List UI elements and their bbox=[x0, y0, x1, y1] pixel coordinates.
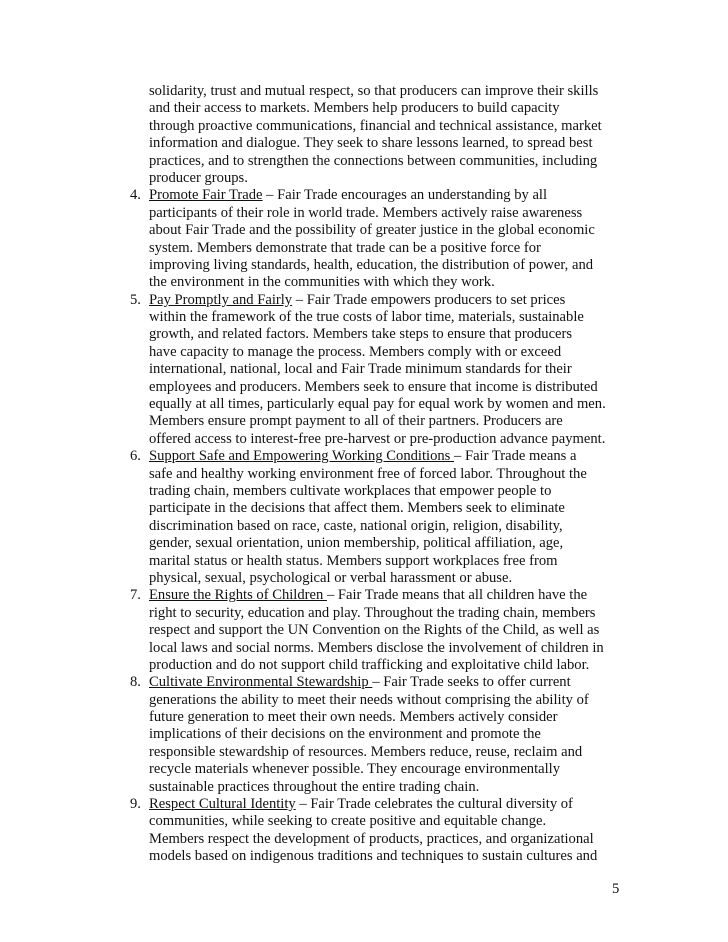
text-line: marital status or health status. Members support workplaces free from bbox=[149, 552, 558, 569]
text-line: participate in the decisions that affect them. Members seek to eliminate bbox=[149, 500, 565, 517]
text-line: through proactive communications, financial and technical assistance, market bbox=[149, 117, 602, 134]
list-item-first-line bbox=[130, 448, 650, 465]
text-line: discrimination based on race, caste, national origin, religion, disability, bbox=[149, 517, 563, 534]
list-item-title: Cultivate Environmental Stewardship bbox=[149, 674, 373, 691]
list-item-first-line bbox=[130, 796, 650, 813]
text-line: trading chain, members cultivate workplaces that empower people to bbox=[149, 482, 552, 499]
text-line: offered access to interest-free pre-harvest or pre-production advance payment. bbox=[149, 430, 606, 447]
document-body bbox=[130, 83, 650, 866]
text-line: equally at all times, particularly equal pay for equal work by women and men. bbox=[149, 396, 606, 413]
text-line: growth, and related factors. Members take steps to ensure that producers bbox=[149, 326, 573, 343]
text-line: and their access to markets. Members help producers to build capacity bbox=[149, 100, 560, 117]
list-item-text: – Fair Trade means a bbox=[454, 448, 577, 465]
list-item-text: – Fair Trade celebrates the cultural diversity of bbox=[295, 796, 573, 813]
text-line: Members respect the development of products, practices, and organizational bbox=[149, 830, 594, 847]
page-number: 5 bbox=[612, 881, 620, 897]
text-line: models based on indigenous traditions and techniques to sustain cultures and bbox=[149, 848, 598, 865]
list-item-5 bbox=[130, 292, 650, 449]
list-item-title: Pay Promptly and Fairly bbox=[149, 291, 293, 308]
list-number: 9. bbox=[130, 796, 141, 813]
text-line: improving living standards, health, education, the distribution of power, and bbox=[149, 256, 594, 273]
text-line: implications of their decisions on the environment and promote the bbox=[149, 726, 541, 743]
text-line: right to security, education and play. Throughout the trading chain, members bbox=[149, 604, 596, 621]
list-item-6 bbox=[130, 448, 650, 587]
list-item-first-line bbox=[130, 674, 650, 691]
text-line: Members ensure prompt payment to all of their partners. Producers are bbox=[149, 413, 563, 430]
list-item-title: Promote Fair Trade bbox=[149, 187, 263, 204]
list-item-title: Respect Cultural Identity bbox=[149, 796, 296, 813]
text-line: international, national, local and Fair Trade minimum standards for their bbox=[149, 361, 572, 378]
list-number: 7. bbox=[130, 587, 141, 604]
text-line: the environment in the communities with which they work. bbox=[149, 274, 495, 291]
list-item-text: – Fair Trade encourages an understanding by all bbox=[262, 187, 548, 204]
text-line: solidarity, trust and mutual respect, so that producers can improve their skills bbox=[149, 83, 599, 99]
list-item-text: – Fair Trade means that all children have the bbox=[326, 587, 588, 604]
text-line: producer groups. bbox=[149, 169, 248, 186]
text-line: participants of their role in world trade. Members actively raise awareness bbox=[149, 204, 583, 221]
text-line: recycle materials whenever possible. They encourage environmentally bbox=[149, 761, 561, 778]
list-item-first-line bbox=[130, 292, 650, 309]
list-item-text: – Fair Trade seeks to offer current bbox=[372, 674, 571, 691]
text-line: production and do not support child trafficking and exploitative child labor. bbox=[149, 656, 590, 673]
list-item-title: Ensure the Rights of Children bbox=[149, 587, 327, 604]
text-line: physical, sexual, psychological or verbal harassment or abuse. bbox=[149, 569, 513, 586]
text-line: system. Members demonstrate that trade can be a positive force for bbox=[149, 239, 541, 256]
text-line: employees and producers. Members seek to ensure that income is distributed bbox=[149, 378, 598, 395]
text-line: safe and healthy working environment free of forced labor. Throughout the bbox=[149, 465, 587, 482]
list-number: 8. bbox=[130, 674, 141, 691]
list-item-first-line bbox=[130, 187, 650, 204]
text-line: communities, while seeking to create positive and equitable change. bbox=[149, 813, 547, 830]
text-line: sustainable practices throughout the entire trading chain. bbox=[149, 778, 480, 795]
list-item-7 bbox=[130, 587, 650, 674]
text-line: practices, and to strengthen the connections between communities, including bbox=[149, 152, 598, 169]
text-line: responsible stewardship of resources. Members reduce, reuse, reclaim and bbox=[149, 743, 583, 760]
text-line: have capacity to manage the process. Members comply with or exceed bbox=[149, 343, 562, 360]
list-item-8 bbox=[130, 674, 650, 796]
text-line: generations the ability to meet their needs without comprising the ability of bbox=[149, 691, 589, 708]
text-line: respect and support the UN Convention on the Rights of the Child, as well as bbox=[149, 622, 600, 639]
text-line: within the framework of the true costs of labor time, materials, sustainable bbox=[149, 309, 584, 326]
list-item-first-line bbox=[130, 587, 650, 604]
text-line: gender, sexual orientation, union membership, political affiliation, age, bbox=[149, 535, 564, 552]
list-item-4 bbox=[130, 187, 650, 291]
list-number: 4. bbox=[130, 187, 141, 204]
list-item-9 bbox=[130, 796, 650, 866]
list-number: 6. bbox=[130, 448, 141, 465]
list-number: 5. bbox=[130, 291, 141, 308]
continuation-paragraph bbox=[130, 83, 650, 187]
list-item-title: Support Safe and Empowering Working Conditions bbox=[149, 448, 455, 465]
text-line: local laws and social norms. Members disclose the involvement of children in bbox=[149, 639, 604, 656]
text-line: future generation to meet their own needs. Members actively consider bbox=[149, 709, 558, 726]
text-line: about Fair Trade and the possibility of greater justice in the global economic bbox=[149, 222, 595, 239]
list-item-text: – Fair Trade empowers producers to set prices bbox=[292, 291, 566, 308]
text-line: information and dialogue. They seek to share lessons learned, to spread best bbox=[149, 135, 593, 152]
